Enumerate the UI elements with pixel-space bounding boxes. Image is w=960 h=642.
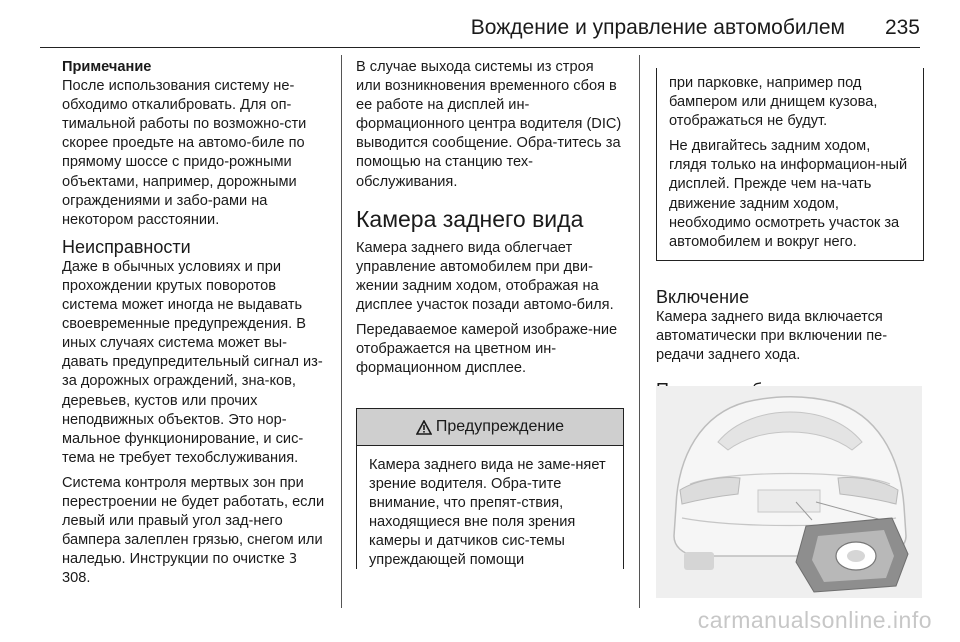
cross-reference-page[interactable]: 308. [62, 570, 91, 587]
watermark: carmanualsonline.info [697, 607, 932, 633]
paragraph-rear-camera-1: Камера заднего вида облегчает управление автомобилем при дви-жении задним ходом, отображая на дисплее участок позади автомо-биля. [356, 239, 614, 313]
paragraph-dic-message: В случае выхода системы из строя или возникновения временного сбоя в ее работе на дисплей ин-формационного центра водителя (DIC) выводится сообщение. Обра-титесь за помощью на станцию тех-обслуживания. [356, 59, 622, 190]
note-title: Примечание [62, 59, 152, 75]
warning-header [357, 409, 623, 446]
section-title-malfunctions: Неисправности [62, 236, 191, 257]
rear-camera-illustration [656, 386, 922, 598]
column-divider-1 [341, 55, 342, 608]
paragraph-activation: Камера заднего вида включается автоматически при включении пе-редачи заднего хода. [656, 309, 888, 364]
warning-text: Камера заднего вида не заме-няет зрение водителя. Обра-тите внимание, что препят-ствия, находящиеся вне поля зрения камеры и датчиков сис-темы упреждающей помощи [369, 457, 606, 569]
warning-continued-text-2: Не двигайтесь задним ходом, глядя только на информацион-ный дисплей. Прежде чем на-чать движение задним ходом, необходимо осмотреть участок за автомобилем и вокруг него. [669, 138, 908, 250]
paragraph-malfunctions-1: Даже в обычных условиях и при прохождении крутых поворотов система может иногда не выдавать своевременные предупреждения. В иных случаях система может вы-давать предупредительный сигнал из-за дорожных ограждений, зна-ков, деревьев, кустов или прочих неподвижных объектов. Это нор-мальное функционирование, и сис-тема не требует техобслуживания. [62, 258, 323, 466]
note-text: После использования систему не-обходимо откалибровать. Для оп-тимальной работы по возможно-сти скорее проедьте на автомо-биле по прямому шоссе с придо-рожными объектами, например, дорожными ограждениями и забо-рами на некотором расстоянии. [62, 78, 307, 228]
warning-continued-text-1: при парковке, например под бампером или днищем кузова, отображаться не будут. [669, 75, 878, 130]
warning-box-continued [656, 68, 924, 261]
paragraph-malfunctions-2 [62, 474, 328, 589]
column-divider-2 [639, 55, 640, 608]
car-rear-drawing [656, 386, 922, 598]
heading-activation: Включение [656, 287, 750, 307]
header-rule [40, 47, 920, 48]
heading-rear-camera: Камера заднего вида [356, 205, 584, 232]
warning-box [356, 408, 624, 569]
header-title: Вождение и управление автомобилем [470, 16, 845, 39]
page-number: 235 [884, 16, 920, 39]
warning-title: Предупреждение [435, 418, 565, 435]
warning-triangle-icon [416, 420, 432, 435]
paragraph-rear-camera-2: Передаваемое камерой изображе-ние отображается на цветном ин-формационном дисплее. [356, 322, 618, 377]
cross-reference-icon: 3 [288, 552, 298, 568]
warning-continued-body [657, 68, 923, 252]
paragraph-malfunctions-2-text: Система контроля мертвых зон при перестроении не будет работать, если левый или правый угол зад-него бампера залеплен грязью, снегом или наледью. Инструкции по очистке [62, 474, 325, 568]
column-1 [62, 58, 328, 606]
